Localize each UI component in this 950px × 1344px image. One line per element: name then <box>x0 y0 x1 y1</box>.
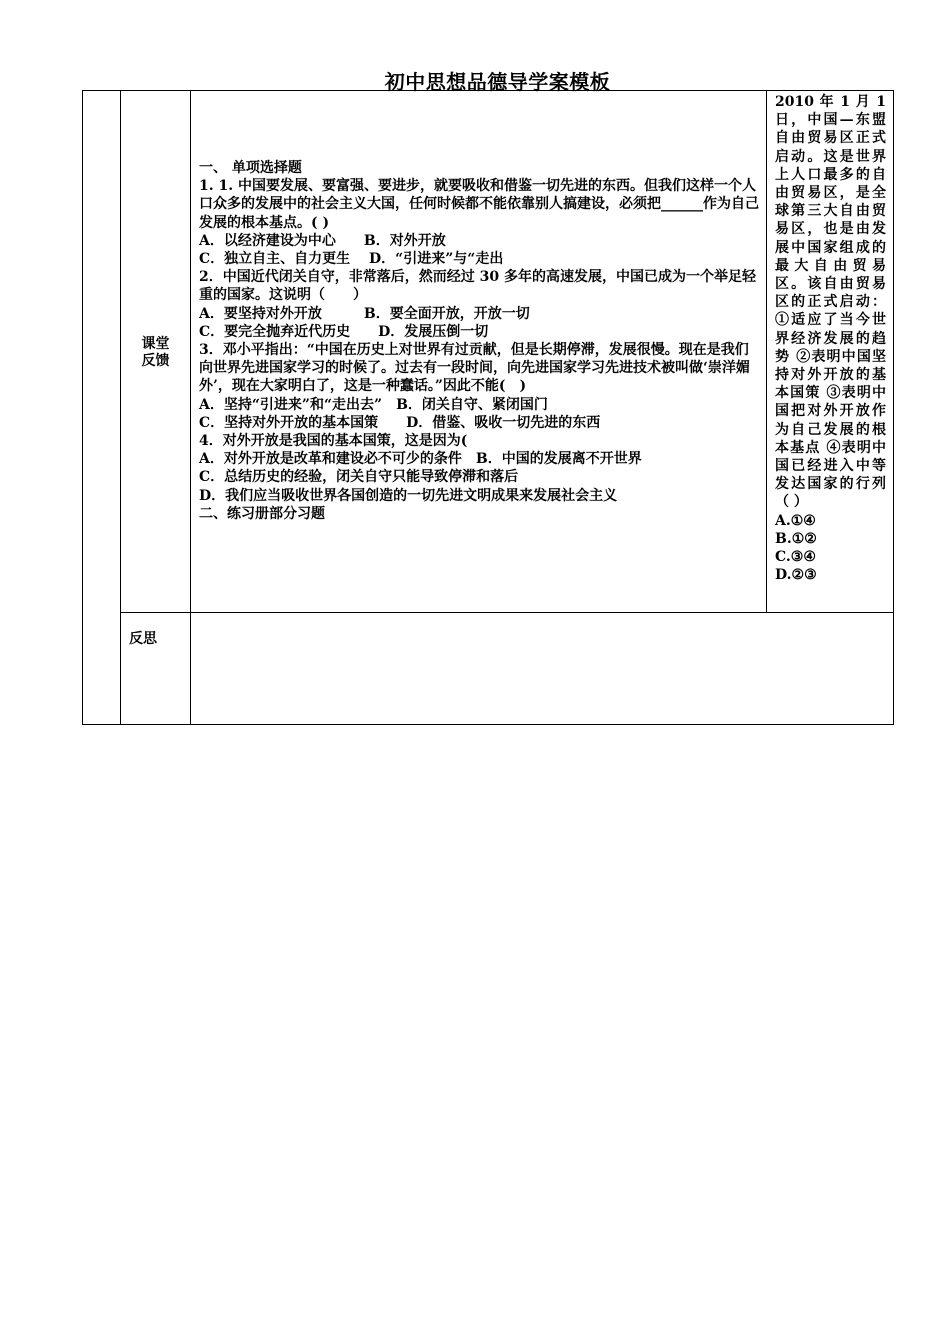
question-line: C．要完全抛弃近代历史 D．发展压倒一切 <box>199 323 489 340</box>
side-option: D.②③ <box>775 567 817 584</box>
side-question-cell <box>767 91 894 613</box>
question-line: 2．中国近代闭关自守，非常落后，然而经过 30 多年的高速发展，中国已成为一个举足轻重的国家。这说明（ ） <box>199 269 756 304</box>
reflection-label: 反思 <box>121 612 191 724</box>
question-line: A．坚持“引进来”和“走出去” B．闭关自守、紧闭国门 <box>199 396 548 413</box>
reflection-content-cell[interactable] <box>191 612 894 724</box>
question-line: D．我们应当吸收世界各国创造的一切先进文明成果来发展社会主义 <box>199 487 618 504</box>
side-options <box>775 512 886 585</box>
question-list <box>199 159 760 523</box>
feedback-label: 课堂 反馈 <box>121 91 191 613</box>
lesson-plan-table <box>82 90 894 725</box>
question-line: A．以经济建设为中心 B．对外开放 <box>199 232 446 249</box>
question-line: 一、 单项选择题 <box>199 160 302 176</box>
question-line: C．独立自主、自力更生 D．“引进来”与“走出 <box>199 251 504 268</box>
document-title: 初中思想品德导学案模板 <box>384 70 611 94</box>
question-line: 1. 1. 中国要发展、要富强、要进步，就要吸收和借鉴一切先进的东西。但我们这样一个人口众多的发展中的社会主义大国，任何时候都不能依靠别人搞建设，必须把______作为自己发展的根本基点。( ) <box>199 178 759 231</box>
feedback-row <box>83 91 894 613</box>
question-line: 4．对外开放是我国的基本国策，这是因为( <box>199 433 468 450</box>
question-line: A．对外开放是改革和建设必不可少的条件 B．中国的发展离不开世界 <box>199 451 642 468</box>
side-question-text: 2010 年 1 月 1 日，中国—东盟自由贸易区正式启动。这是世界上人口最多的自由贸易区，是全球第三大自由贸易区，也是由发展中国家组成的最大自由贸易区。该自由贸易区的正式启动：①适应了当今世界经济发展的趋势 ②表明中国坚持对外开放的基本国策 ③表明中国把对外开放作为自己发展的根本基点 ④表明中国已经进入中等发达国家的行列（ ） <box>775 94 886 511</box>
side-option: A.①④ <box>775 512 816 529</box>
reflection-row <box>83 612 894 724</box>
question-line: A．要坚持对外开放 B．要全面开放，开放一切 <box>199 305 530 322</box>
side-option: B.①② <box>775 530 817 547</box>
question-line: 二、练习册部分习题 <box>199 505 325 522</box>
question-line: C．总结历史的经验，闭关自守只能导致停滞和落后 <box>199 469 519 486</box>
question-line: C．坚持对外开放的基本国策 D．借鉴、吸收一切先进的东西 <box>199 414 601 431</box>
blank-left-column <box>83 91 121 725</box>
question-content-cell <box>191 91 767 613</box>
question-line: 3．邓小平指出：“中国在历史上对世界有过贡献，但是长期停滞，发展很慢。现在是我们向世界先进国家学习的时候了。过去有一段时间，向先进国家学习先进技术被叫做‘崇洋媚外’，现在大家明白了，这是一种蠢话。”因此不能( ) <box>199 342 750 395</box>
side-option: C.③④ <box>775 549 816 566</box>
